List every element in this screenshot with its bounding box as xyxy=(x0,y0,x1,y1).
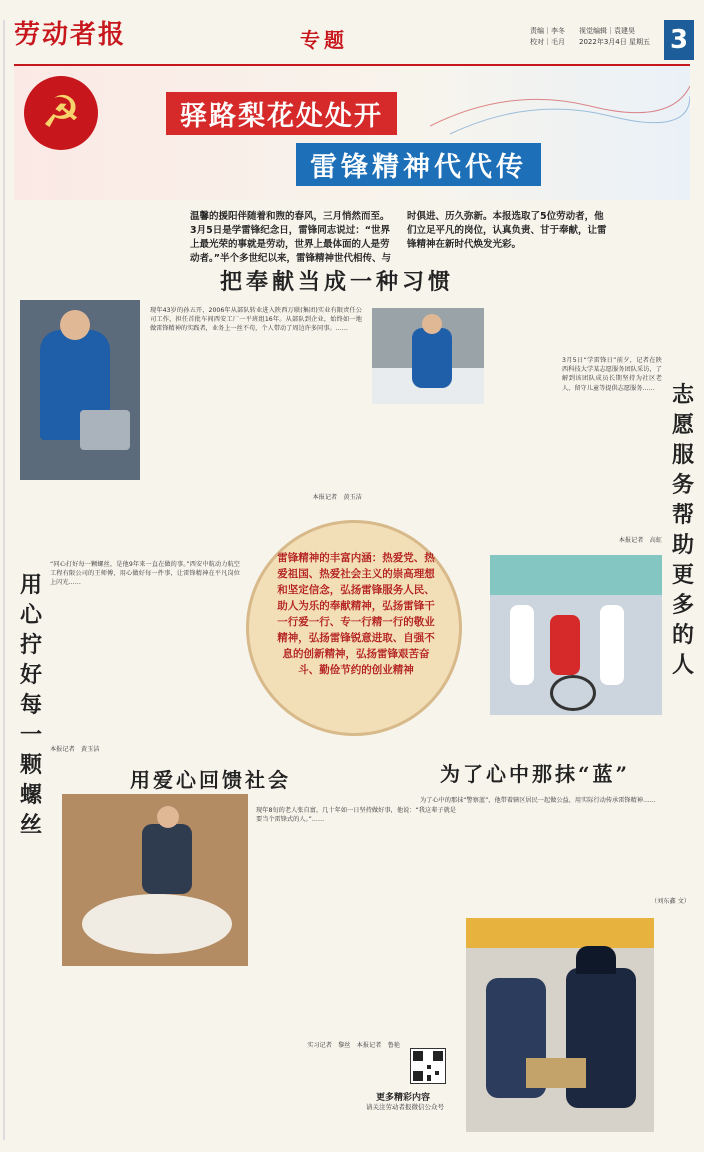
section-title: 专题 xyxy=(300,28,348,52)
photo-volunteers xyxy=(490,555,662,715)
article-3-body: “同心打好每一颗螺丝，是他9年来一直在做的事。”西安中航动力航空工程有限公司的王师傅，用心做好每一件事，让雷锋精神在平凡岗位上闪光…… xyxy=(50,561,240,587)
meta-line-2: 校对｜毛月 2022年3月4日 星期五 xyxy=(530,38,650,46)
article-3-byline: 本报记者 黄玉洁 xyxy=(50,746,100,753)
hero-title-2: 雷锋精神代代传 xyxy=(296,143,541,186)
hero-title-1: 驿路梨花处处开 xyxy=(166,92,397,135)
footer-more-content: 更多精彩内容 xyxy=(376,1093,431,1103)
meta-line-1: 责编｜李冬 视觉编辑｜袁建昊 xyxy=(530,27,635,35)
qr-code[interactable] xyxy=(410,1048,446,1084)
footer-follow-wechat: 请关注劳动者报微信公众号 xyxy=(366,1103,444,1111)
article-2-byline: 本报记者 高虹 xyxy=(618,537,662,544)
photo-dining xyxy=(62,794,248,966)
photo-police xyxy=(466,918,654,1132)
article-1-byline: 本报记者 黄玉洁 xyxy=(312,494,362,501)
page-spine xyxy=(3,20,5,1140)
vertical-heading-screw: 用心拧好每一颗螺丝 xyxy=(19,572,42,838)
decoration-lines xyxy=(430,76,690,136)
article-heading-1: 把奉献当成一种习惯 xyxy=(220,269,455,295)
page-number: 3 xyxy=(664,20,694,60)
intro-paragraph: 温馨的援阳伴随着和煦的春风，三月悄然而至。3月5日是学雷锋纪念日，雷锋同志说过：“世界上最光荣的事就是劳动，世界上最体面的人是劳动者。”半个多世纪以来，雷锋精神世代相传、与时俱进、历久弥新。本报选取了5位劳动者，他们立足平凡的岗位，认真负责、甘于奉献，让雷锋精神在新时代焕发光彩。 xyxy=(190,211,607,264)
photo-worker-cotton xyxy=(372,308,484,404)
article-5-byline: （刘东鑫 文） xyxy=(650,898,690,905)
page-meta xyxy=(530,26,670,48)
article-heading-2: 用爱心回馈社会 xyxy=(130,768,291,792)
vertical-heading-volunteer: 志愿服务帮助更多的人 xyxy=(671,382,694,678)
article-5-body: 为了心中的那抹“警察蓝”，他带着辖区居民一起做公益，用实际行动传承雷锋精神…… xyxy=(420,797,656,804)
article-2-body: 3月5日“学雷锋日”前夕，记者在陕西科技大学某志愿服务团队采访，了解到该团队成员长期坚持为社区老人、留守儿童等提供志愿服务…… xyxy=(562,357,662,392)
article-4-byline: 实习记者 黎丝 本报记者 鲁艳 xyxy=(307,1042,400,1049)
article-heading-3: 为了心中那抹“蓝” xyxy=(440,762,631,786)
article-1-body: 现年43岁的孙五开，2006年从部队转业进入陕西万联(集团)实业有限责任公司工作，担任首批车间西安工厂一平班组16年。从部队到企业，始终如一地做雷锋精神的实践者，业务上一丝不苟，个人带动了周边许多同事。…… xyxy=(150,307,362,333)
photo-worker-motor xyxy=(20,300,140,480)
article-4-body: 现年8旬的老人张自富，几十年如一日坚持做好事，他说：“我这辈子就是要当个雷锋式的人。”…… xyxy=(256,807,456,824)
party-emblem-icon: ☭ xyxy=(24,76,98,150)
masthead-logo: 劳动者报 xyxy=(14,20,127,50)
center-callout-text: 雷锋精神的丰富内涵：热爱党、热爱祖国、热爱社会主义的崇高理想和坚定信念，弘扬雷锋服务人民、助人为乐的奉献精神，弘扬雷锋干一行爱一行、专一行精一行的敬业精神，弘扬雷锋锐意进取、自强不息的创新精神，弘扬雷锋艰苦奋斗、勤俭节约的创业精神 xyxy=(277,552,435,676)
